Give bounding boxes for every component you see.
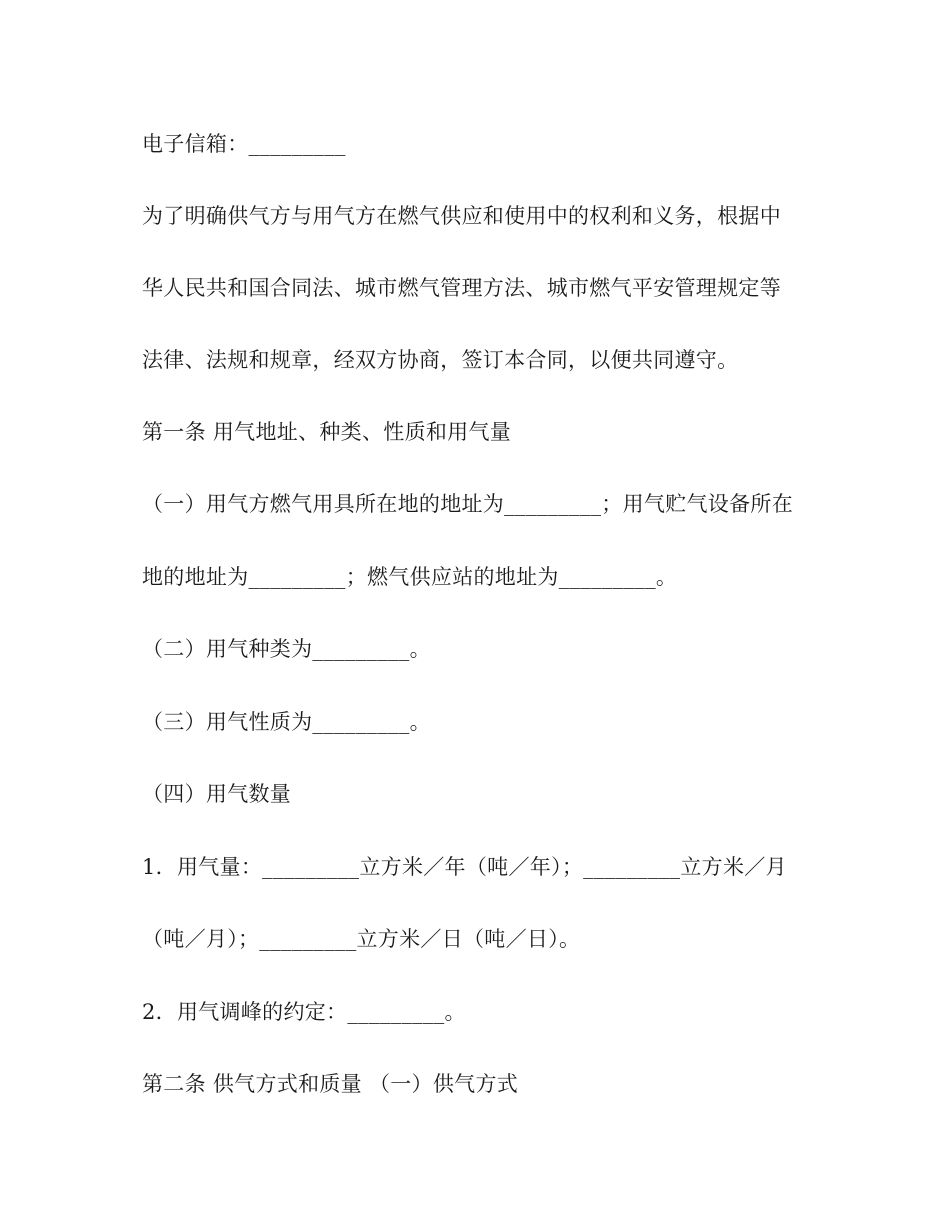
clause-1-4: （四）用气数量: [142, 782, 292, 806]
article-2-heading: 第二条 供气方式和质量 （一）供气方式: [142, 1072, 519, 1096]
article-1-heading: 第一条 用气地址、种类、性质和用气量: [142, 420, 512, 444]
clause-1-3: （三）用气性质为_________。: [142, 710, 431, 734]
peak-regulation-line: 2．用气调峰的约定：_________。: [142, 1000, 466, 1024]
clause-1-1-line-2: 地的地址为_________；燃气供应站的地址为_________。: [142, 565, 678, 589]
email-line: 电子信箱：_________: [142, 132, 346, 156]
clause-1-1-line-1: （一）用气方燃气用具所在地的地址为_________；用气贮气设备所在: [142, 492, 793, 516]
gas-volume-line-2: （吨／月）；_________立方米／日（吨／日）。: [142, 927, 581, 951]
preamble-line-3: 法律、法规和规章，经双方协商，签订本合同，以便共同遵守。: [142, 348, 739, 372]
preamble-line-1: 为了明确供气方与用气方在燃气供应和使用中的权利和义务，根据中: [142, 204, 781, 228]
clause-1-2: （二）用气种类为_________。: [142, 637, 431, 661]
gas-volume-line-1: 1．用气量：_________立方米／年（吨／年）；_________立方米／月: [142, 855, 787, 879]
preamble-line-2: 华人民共和国合同法、城市燃气管理方法、城市燃气平安管理规定等: [142, 276, 781, 300]
